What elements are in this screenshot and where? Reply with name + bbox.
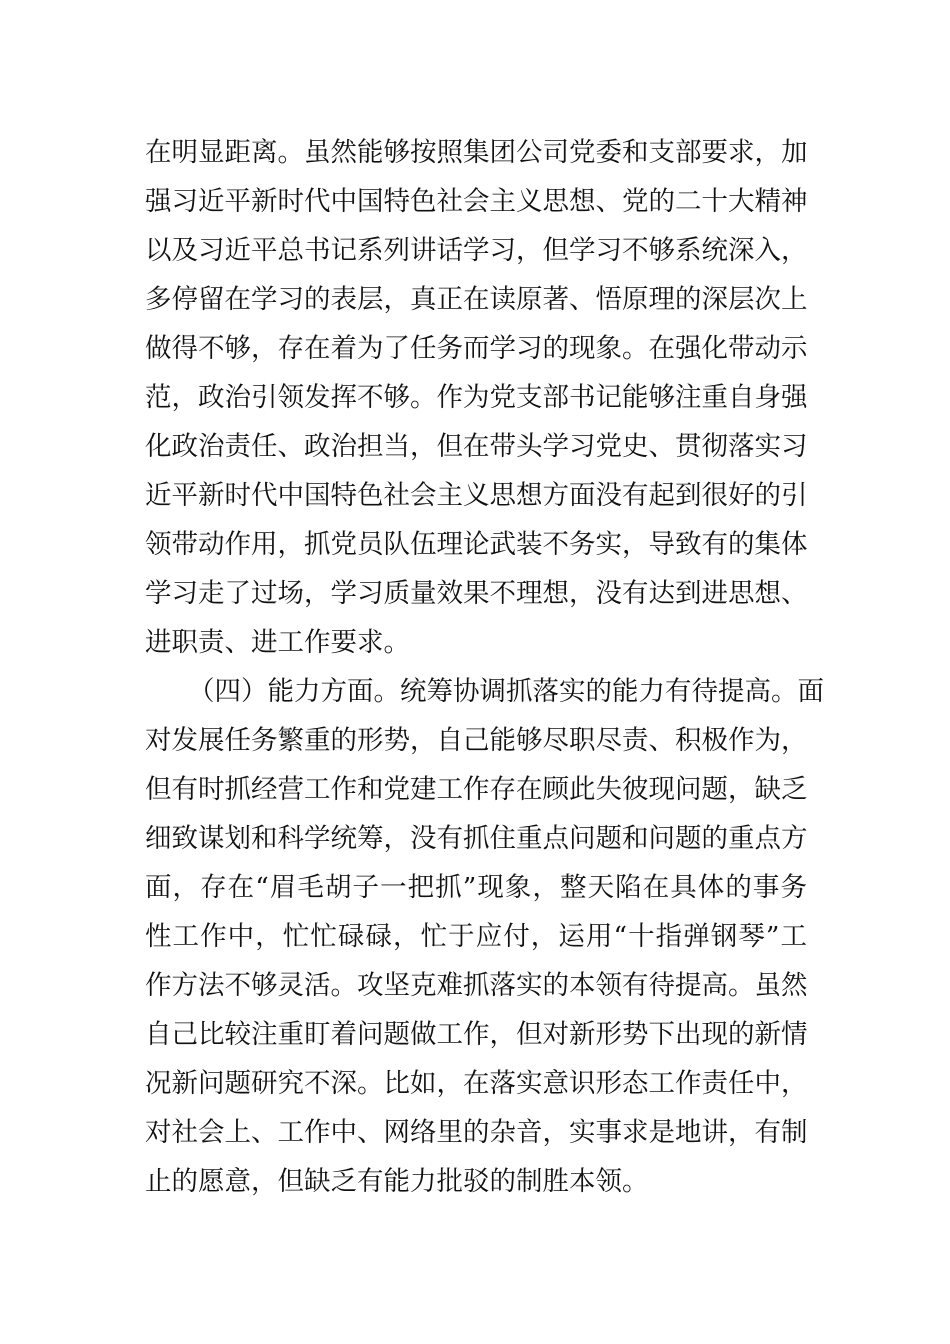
text-line: 自己比较注重盯着问题做工作，但对新形势下出现的新情 <box>145 1019 808 1050</box>
text-line: 学习走了过场，学习质量效果不理想，没有达到进思想、 <box>145 578 808 609</box>
text-line: 但有时抓经营工作和党建工作存在顾此失彼现问题，缺乏 <box>145 774 808 805</box>
text-line: （四）能力方面。统筹协调抓落实的能力有待提高。面 <box>188 676 824 707</box>
text-line: 做得不够，存在着为了任务而学习的现象。在强化带动示 <box>145 333 808 364</box>
text-line: 对社会上、工作中、网络里的杂音，实事求是地讲，有制 <box>145 1117 808 1148</box>
text-line: 进职责、进工作要求。 <box>145 627 410 658</box>
text-line: 面，存在“眉毛胡子一把抓”现象，整天陷在具体的事务 <box>145 872 807 903</box>
text-line: 化政治责任、政治担当，但在带头学习党史、贯彻落实习 <box>145 431 808 462</box>
text-line: 近平新时代中国特色社会主义思想方面没有起到很好的引 <box>145 480 808 511</box>
text-line: 细致谋划和科学统筹，没有抓住重点问题和问题的重点方 <box>145 823 808 854</box>
text-line: 以及习近平总书记系列讲话学习，但学习不够系统深入， <box>145 235 808 266</box>
text-line: 性工作中，忙忙碌碌，忙于应付，运用“十指弹钢琴”工 <box>145 921 807 952</box>
text-line: 况新问题研究不深。比如，在落实意识形态工作责任中， <box>145 1068 808 1099</box>
text-line: 对发展任务繁重的形势，自己能够尽职尽责、积极作为， <box>145 725 808 756</box>
text-line: 多停留在学习的表层，真正在读原著、悟原理的深层次上 <box>145 284 808 315</box>
text-line: 范，政治引领发挥不够。作为党支部书记能够注重自身强 <box>145 382 808 413</box>
text-line: 领带动作用，抓党员队伍理论武装不务实，导致有的集体 <box>145 529 808 560</box>
text-line: 强习近平新时代中国特色社会主义思想、党的二十大精神 <box>145 186 808 217</box>
text-line: 作方法不够灵活。攻坚克难抓落实的本领有待提高。虽然 <box>145 970 808 1001</box>
text-line: 止的愿意，但缺乏有能力批驳的制胜本领。 <box>145 1166 649 1197</box>
text-line: 在明显距离。虽然能够按照集团公司党委和支部要求，加 <box>145 137 808 168</box>
